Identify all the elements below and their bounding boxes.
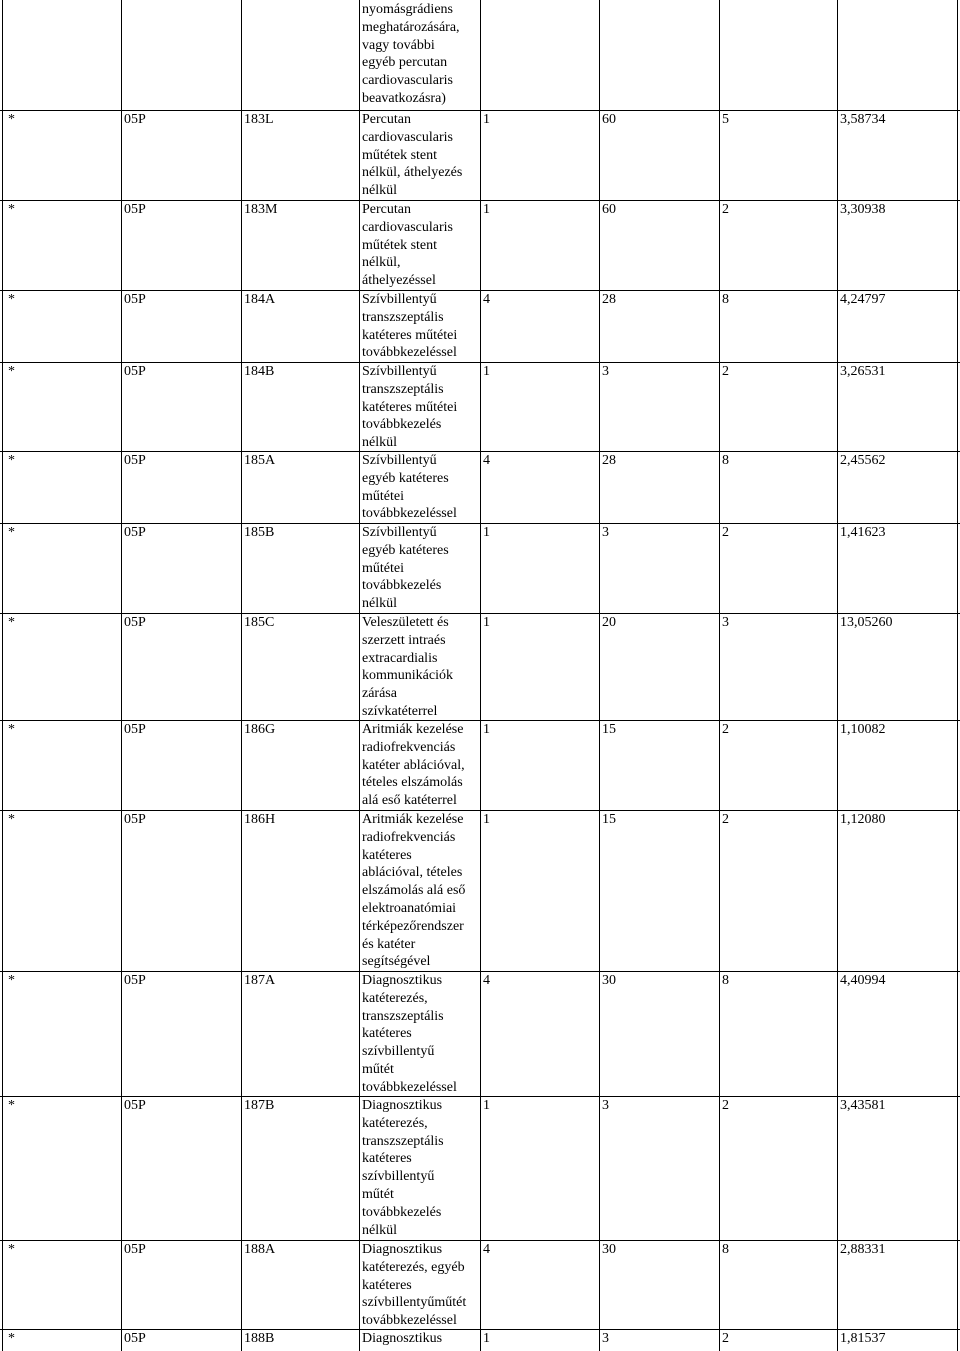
text-line: transzszeptális [362,1008,444,1024]
text-line: alá eső katéterrel [362,793,457,809]
text-line: továbbkezelés [362,417,442,433]
row-marker: * [8,973,15,988]
cell-section: 05P [124,112,146,127]
cell-value-1: 1 [483,1331,490,1346]
continued-description [362,1,480,108]
text-line: Szívbillentyű [362,292,437,307]
cell-weight: 4,40994 [840,973,886,988]
text-line: nyomásgrádiens [362,2,453,17]
row-marker: * [8,722,15,737]
text-line: katéterezés, [362,990,428,1006]
cell-section: 05P [124,525,146,540]
cell-value-2: 28 [602,453,616,468]
text-line: zárása [362,686,397,702]
cell-description [362,721,480,810]
row-marker: * [8,202,15,217]
cell-value-2: 20 [602,615,616,630]
cell-description [362,1330,480,1348]
cell-value-2: 30 [602,973,616,988]
cell-code: 184A [244,292,276,307]
text-line: műtét [362,1186,394,1202]
cell-section: 05P [124,1098,146,1113]
text-line: Aritmiák kezelése [362,812,464,827]
text-line: továbbkezelés [362,1204,442,1220]
text-line: katéteres műtétei [362,399,458,415]
table-border-left [2,0,3,1351]
text-line: transzszeptális [362,309,444,325]
cell-weight: 3,30938 [840,202,886,217]
text-line: ablációval, tételes [362,865,463,881]
text-line: katéteres műtétei [362,327,458,343]
text-line: műtétei [362,560,404,576]
text-line: szívbillentyűműtét [362,1295,467,1311]
column-divider [599,0,600,1351]
text-line: Percutan [362,202,411,217]
text-line: továbbkezelés [362,578,442,594]
text-line: műtét [362,1061,394,1077]
text-line: szívbillentyű [362,1044,435,1060]
text-line: Veleszületett és [362,615,449,630]
cell-weight: 4,24797 [840,292,886,307]
row-marker: * [8,812,15,827]
text-line: és katéter [362,936,416,952]
cell-code: 188B [244,1331,275,1346]
cell-description [362,524,480,613]
text-line: áthelyezéssel [362,273,436,289]
cell-description [362,111,480,200]
column-divider [837,0,838,1351]
text-line: katéteres [362,1277,412,1293]
cell-value-1: 1 [483,812,490,827]
text-line: egyéb percutan [362,55,448,71]
cell-weight: 1,10082 [840,722,886,737]
cell-value-1: 4 [483,1242,490,1257]
cell-section: 05P [124,812,146,827]
cell-code: 183L [244,112,274,127]
cell-value-3: 2 [722,364,729,379]
row-marker: * [8,1242,15,1257]
cell-code: 187B [244,1098,275,1113]
cell-code: 187A [244,973,276,988]
text-line: Percutan [362,112,411,127]
cell-code: 188A [244,1242,276,1257]
cell-weight: 13,05260 [840,615,893,630]
text-line: Diagnosztikus [362,1098,443,1113]
cell-value-1: 1 [483,722,490,737]
cell-value-2: 3 [602,364,609,379]
cell-weight: 3,58734 [840,112,886,127]
cell-description [362,972,480,1097]
cell-value-1: 1 [483,1098,490,1113]
cell-value-2: 28 [602,292,616,307]
text-line: műtétek stent [362,147,438,163]
cell-value-1: 4 [483,453,490,468]
cell-section: 05P [124,202,146,217]
text-line: nélkül [362,1222,397,1238]
cell-value-2: 15 [602,812,616,827]
cell-value-3: 8 [722,292,729,307]
cell-value-1: 1 [483,112,490,127]
cell-value-1: 1 [483,525,490,540]
cell-value-3: 2 [722,1098,729,1113]
text-line: nélkül [362,183,397,199]
text-line: elszámolás alá eső [362,883,466,899]
text-line: tételes elszámolás [362,775,463,791]
text-line: cardiovascularis [362,129,453,145]
row-marker: * [8,525,15,540]
text-line: Diagnosztikus [362,1331,443,1346]
cell-section: 05P [124,364,146,379]
column-divider [480,0,481,1351]
text-line: kommunikációk [362,668,453,684]
table-border-right [957,0,958,1351]
text-line: Aritmiák kezelése [362,722,464,737]
text-line: cardiovascularis [362,219,453,235]
text-line: szívbillentyű [362,1169,435,1185]
cell-value-3: 5 [722,112,729,127]
text-line: Szívbillentyű [362,453,437,468]
cell-value-3: 2 [722,812,729,827]
text-line: Diagnosztikus [362,973,443,988]
cell-value-3: 8 [722,1242,729,1257]
text-line: Szívbillentyű [362,525,437,540]
column-divider [121,0,122,1351]
text-line: beavatkozásra) [362,90,446,106]
cell-value-3: 2 [722,722,729,737]
column-divider [719,0,720,1351]
cell-code: 186H [244,812,276,827]
cell-description [362,363,480,452]
row-marker: * [8,364,15,379]
text-line: transzszeptális [362,381,444,397]
text-line: transzszeptális [362,1133,444,1149]
text-line: katéterezés, egyéb [362,1259,465,1275]
text-line: vagy további [362,37,435,53]
row-marker: * [8,1098,15,1113]
cell-code: 183M [244,202,278,217]
cell-value-2: 30 [602,1242,616,1257]
row-marker: * [8,453,15,468]
cell-weight: 2,45562 [840,453,886,468]
text-line: továbbkezeléssel [362,1079,457,1095]
row-marker: * [8,112,15,127]
column-divider [241,0,242,1351]
cell-code: 186G [244,722,276,737]
cell-code: 185A [244,453,276,468]
cell-section: 05P [124,1242,146,1257]
cell-description [362,614,480,721]
cell-value-3: 2 [722,202,729,217]
text-line: nélkül, [362,255,401,271]
column-divider [359,0,360,1351]
cell-value-3: 3 [722,615,729,630]
cell-value-1: 4 [483,292,490,307]
cell-section: 05P [124,453,146,468]
cell-weight: 3,43581 [840,1098,886,1113]
text-line: katéteres [362,847,412,863]
cell-value-2: 60 [602,202,616,217]
cell-description [362,201,480,290]
text-line: továbbkezeléssel [362,1313,457,1329]
cell-code: 184B [244,364,275,379]
cell-value-2: 15 [602,722,616,737]
text-line: Szívbillentyű [362,364,437,379]
cell-value-2: 3 [602,525,609,540]
cell-value-2: 3 [602,1098,609,1113]
text-line: műtétek stent [362,237,438,253]
text-line: katéter ablációval, [362,757,465,773]
cell-weight: 1,12080 [840,812,886,827]
cell-value-3: 2 [722,1331,729,1346]
row-marker: * [8,292,15,307]
cell-description [362,291,480,362]
text-line: radiofrekvenciás [362,739,456,755]
cell-description [362,1241,480,1330]
cell-section: 05P [124,615,146,630]
cell-value-3: 2 [722,525,729,540]
cell-value-1: 1 [483,202,490,217]
cell-section: 05P [124,292,146,307]
cell-weight: 1,81537 [840,1331,886,1346]
cell-description [362,452,480,523]
text-line: szívkatéterrel [362,703,438,719]
cell-section: 05P [124,1331,146,1346]
text-line: nélkül, áthelyezés [362,165,463,181]
text-line: térképezőrendszer [362,918,464,934]
text-line: katéteres [362,1026,412,1042]
text-line: egyéb katéteres [362,542,449,558]
cell-code: 185B [244,525,275,540]
cell-value-1: 1 [483,615,490,630]
cell-weight: 1,41623 [840,525,886,540]
text-line: radiofrekvenciás [362,829,456,845]
cell-value-2: 3 [602,1331,609,1346]
text-line: továbbkezeléssel [362,506,457,522]
cell-value-1: 4 [483,973,490,988]
cell-weight: 3,26531 [840,364,886,379]
row-marker: * [8,1331,15,1346]
cell-section: 05P [124,973,146,988]
cell-value-1: 1 [483,364,490,379]
text-line: katéteres [362,1151,412,1167]
text-line: katéterezés, [362,1115,428,1131]
text-line: egyéb katéteres [362,470,449,486]
cell-description [362,811,480,971]
text-line: segítségével [362,954,431,970]
text-line: elektroanatómiai [362,900,457,916]
cell-value-3: 8 [722,453,729,468]
cell-code: 185C [244,615,275,630]
row-marker: * [8,615,15,630]
text-line: Diagnosztikus [362,1242,443,1257]
cell-value-2: 60 [602,112,616,127]
cell-section: 05P [124,722,146,737]
cell-weight: 2,88331 [840,1242,886,1257]
text-line: extracardialis [362,650,438,666]
cell-value-3: 8 [722,973,729,988]
text-line: meghatározására, [362,19,460,35]
text-line: nélkül [362,596,397,612]
text-line: továbbkezeléssel [362,345,457,361]
text-line: műtétei [362,488,404,504]
text-line: szerzett intraés [362,632,446,648]
cell-description [362,1097,480,1239]
text-line: cardiovascularis [362,73,453,89]
text-line: nélkül [362,435,397,451]
